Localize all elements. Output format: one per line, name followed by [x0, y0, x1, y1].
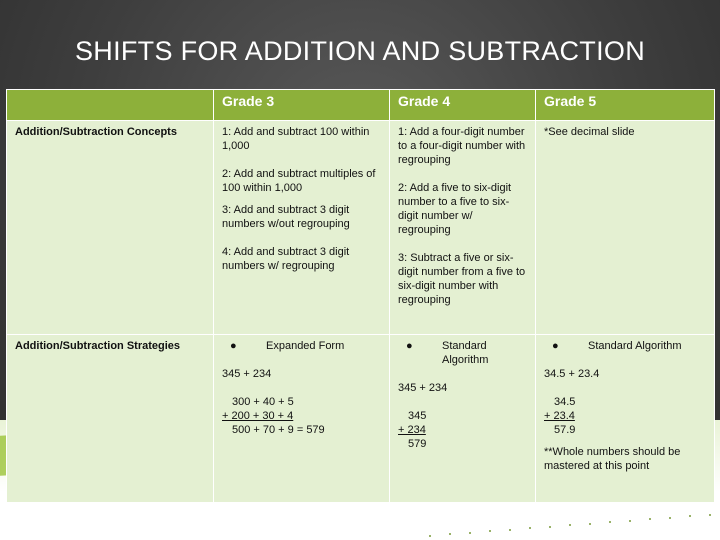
strategy-problem: 34.5 + 23.4: [544, 368, 600, 380]
strategy-problem: 345 + 234: [222, 368, 272, 380]
work-line: 500 + 70 + 9 = 579: [232, 424, 325, 436]
header-row: [7, 90, 715, 121]
strategy-name: Expanded Form: [266, 340, 345, 352]
work-line: 345: [408, 410, 427, 422]
header-grade-3: Grade 3: [214, 90, 390, 121]
strategy-name: Standard Algorithm: [442, 340, 489, 366]
concepts-grade-5: [536, 121, 715, 335]
header-grade-5: Grade 5: [536, 90, 715, 121]
mastery-note: **Whole numbers should be mastered at this point: [544, 446, 681, 472]
concepts-label: Addition/Subtraction Concepts: [7, 121, 214, 335]
strategy-item: [398, 339, 527, 367]
concept-item: 1: Add and subtract 100 within 1,000: [222, 126, 370, 152]
strategies-grade-4: [390, 335, 536, 503]
concepts-grade-3: [214, 121, 390, 335]
strategies-grade-5: [536, 335, 715, 503]
decorative-dots: [420, 500, 720, 540]
header-grade-4: Grade 4: [390, 90, 536, 121]
bullet-icon: ●: [552, 340, 559, 352]
strategy-problem: 345 + 234: [398, 382, 448, 394]
work-line: 579: [408, 438, 427, 450]
concepts-row: [7, 121, 715, 335]
header-empty: [7, 90, 214, 121]
concepts-grade-4: [390, 121, 536, 335]
strategy-name: Standard Algorithm: [588, 340, 682, 352]
strategy-item: [544, 339, 706, 353]
work-line: 300 + 40 + 5: [232, 396, 294, 408]
concept-item: 1: Add a four-digit number to a four-digit number with regrouping: [398, 126, 526, 166]
concept-item: *See decimal slide: [544, 126, 635, 138]
bullet-icon: ●: [230, 340, 237, 352]
strategies-grade-3: [214, 335, 390, 503]
shifts-table: [6, 89, 715, 503]
strategies-label: Addition/Subtraction Strategies: [7, 335, 214, 503]
strategies-row: [7, 335, 715, 503]
strategy-item: [222, 339, 381, 353]
concept-item: 2: Add a five to six-digit number to a five to six-digit number w/ regrouping: [398, 182, 512, 236]
concept-item: 4: Add and subtract 3 digit numbers w/ regrouping: [222, 246, 350, 272]
concept-item: 2: Add and subtract multiples of 100 within 1,000: [222, 168, 376, 194]
bullet-icon: ●: [406, 340, 413, 352]
work-line: + 23.4: [544, 410, 575, 422]
work-line: 57.9: [554, 424, 576, 436]
slide-title: SHIFTS FOR ADDITION AND SUBTRACTION: [74, 36, 646, 66]
work-line: 34.5: [554, 396, 576, 408]
work-line: + 234: [398, 424, 426, 436]
concept-item: 3: Subtract a five or six-digit number from a five to six-digit number with regrouping: [398, 252, 526, 306]
work-line: + 200 + 30 + 4: [222, 410, 294, 422]
concept-item: 3: Add and subtract 3 digit numbers w/out regrouping: [222, 204, 350, 230]
